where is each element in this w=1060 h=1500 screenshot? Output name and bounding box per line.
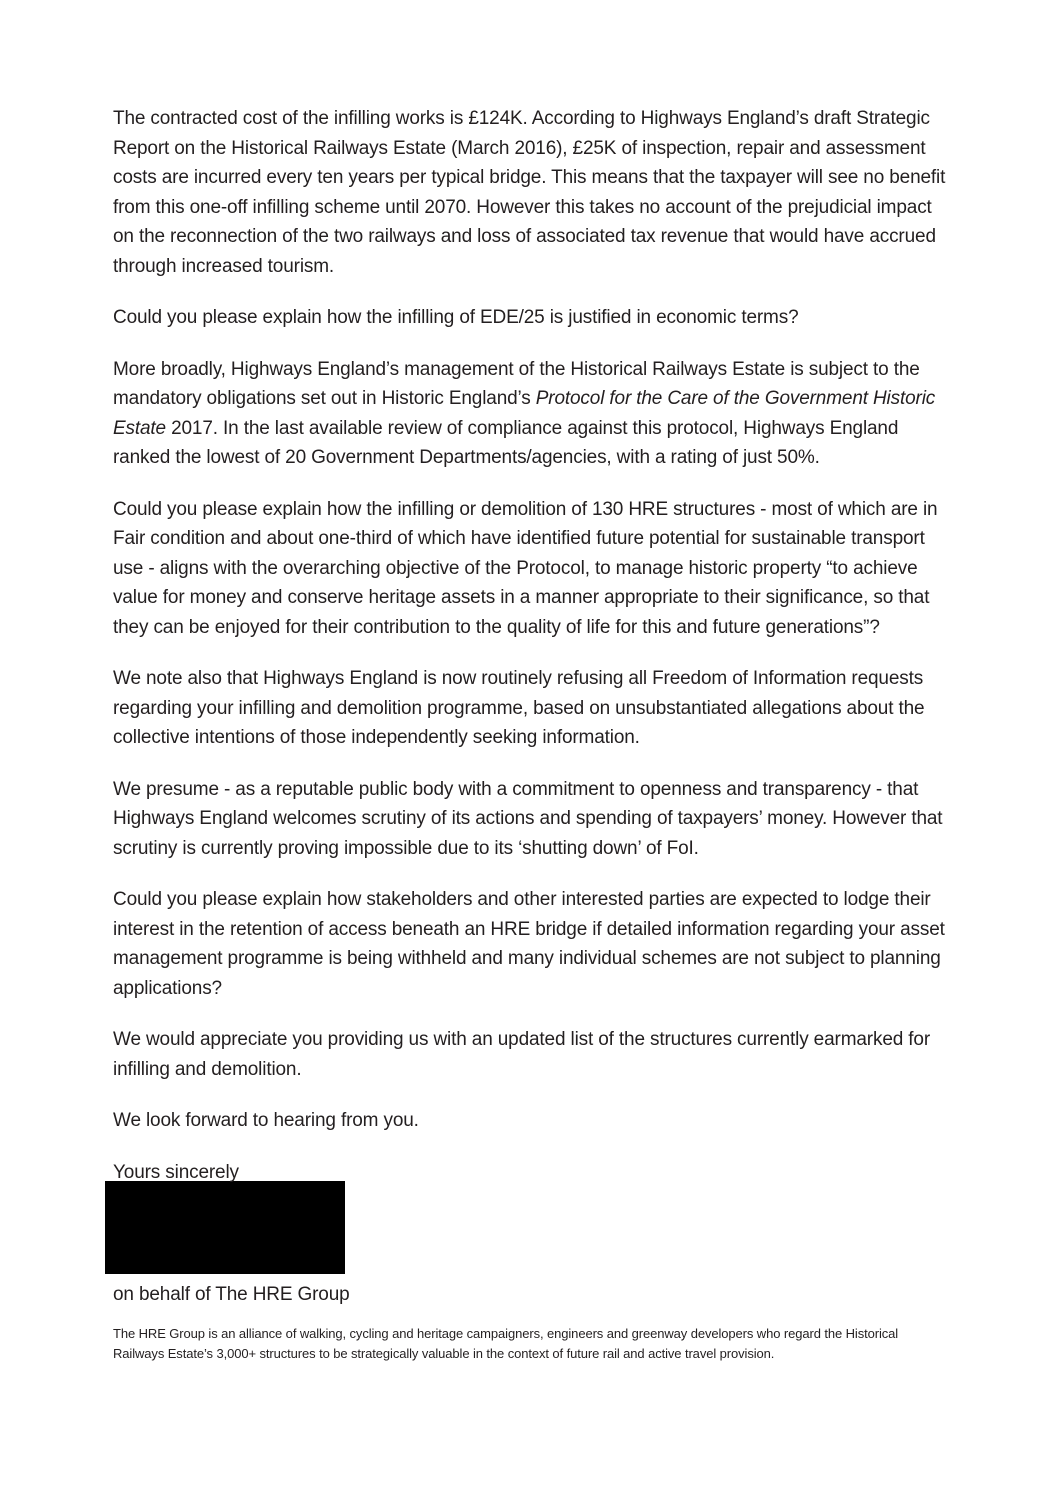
paragraph-question-protocol-alignment: Could you please explain how the infilling or demolition of 130 HRE structures - most of which are in Fair condition and about one-third of which have identified future potential for sustainable transport use - aligns with the overarching objective of the Protocol, to manage historic property “to achieve value for money and conserve heritage assets in a manner appropriate to their significance, so that they can be enjoyed for their contribution to the quality of life for this and future generations”? (113, 498, 938, 638)
footer-note: The HRE Group is an alliance of walking, cycling and heritage campaigners, engineers and greenway developers who regard the Historical Railways Estate’s 3,000+ structures to be strategically valuable in the context of future rail and active travel provision. (113, 1325, 899, 1361)
paragraph-look-forward: We look forward to hearing from you. (113, 1110, 419, 1131)
paragraph-foi-refusals: We note also that Highways England is now routinely refusing all Freedom of Information requests regarding your infilling and demolition programme, based on unsubstantiated allegations about the collective intentions of those independently seeking information. (113, 668, 925, 748)
valediction: Yours sincerely (113, 1161, 239, 1183)
paragraph-protocol-post: 2017. In the last available review of compliance against this protocol, Highways England ranked the lowest of 20 Government Departments/agencies, with a rating of just 50%. (113, 417, 899, 468)
signoff-line: on behalf of The HRE Group (113, 1284, 350, 1305)
paragraph-updated-list-request: We would appreciate you providing us with an updated list of the structures currently earmarked for infilling and demolition. (113, 1029, 931, 1080)
protocol-title-italic: Protocol for the Care of the Government Historic Estate (113, 388, 936, 439)
paragraph-question-stakeholders: Could you please explain how stakeholders and other interested parties are expected to lodge their interest in the retention of access beneath an HRE bridge if detailed information regarding your asset management programme is being withheld and many individual schemes are not subject to planning applications? (113, 889, 945, 999)
paragraph-protocol-pre: More broadly, Highways England’s management of the Historical Railways Estate is subject to the mandatory obligations set out in Historic England’s (113, 358, 920, 409)
paragraph-presume-transparency: We presume - as a reputable public body with a commitment to openness and transparency - that Highways England welcomes scrutiny of its actions and spending of taxpayers’ money. However that scrutiny is currently proving impossible due to its ‘shutting down’ of FoI. (113, 778, 943, 859)
paragraph-protocol (113, 355, 947, 473)
paragraph-infilling-cost: The contracted cost of the infilling works is £124K. According to Highways England’s draft Strategic Report on the Historical Railways Estate (March 2016), £25K of inspection, repair and assessment costs are incurred every ten years per typical bridge. This means that the taxpayer will see no benefit from this one-off infilling scheme until 2070. However this takes no account of the prejudicial impact on the reconnection of the two railways and loss of associated tax revenue that would have accrued through increased tourism. (113, 108, 946, 277)
paragraph-question-economic: Could you please explain how the infilling of EDE/25 is justified in economic terms? (113, 307, 799, 328)
signature-redaction-box (105, 1181, 345, 1274)
